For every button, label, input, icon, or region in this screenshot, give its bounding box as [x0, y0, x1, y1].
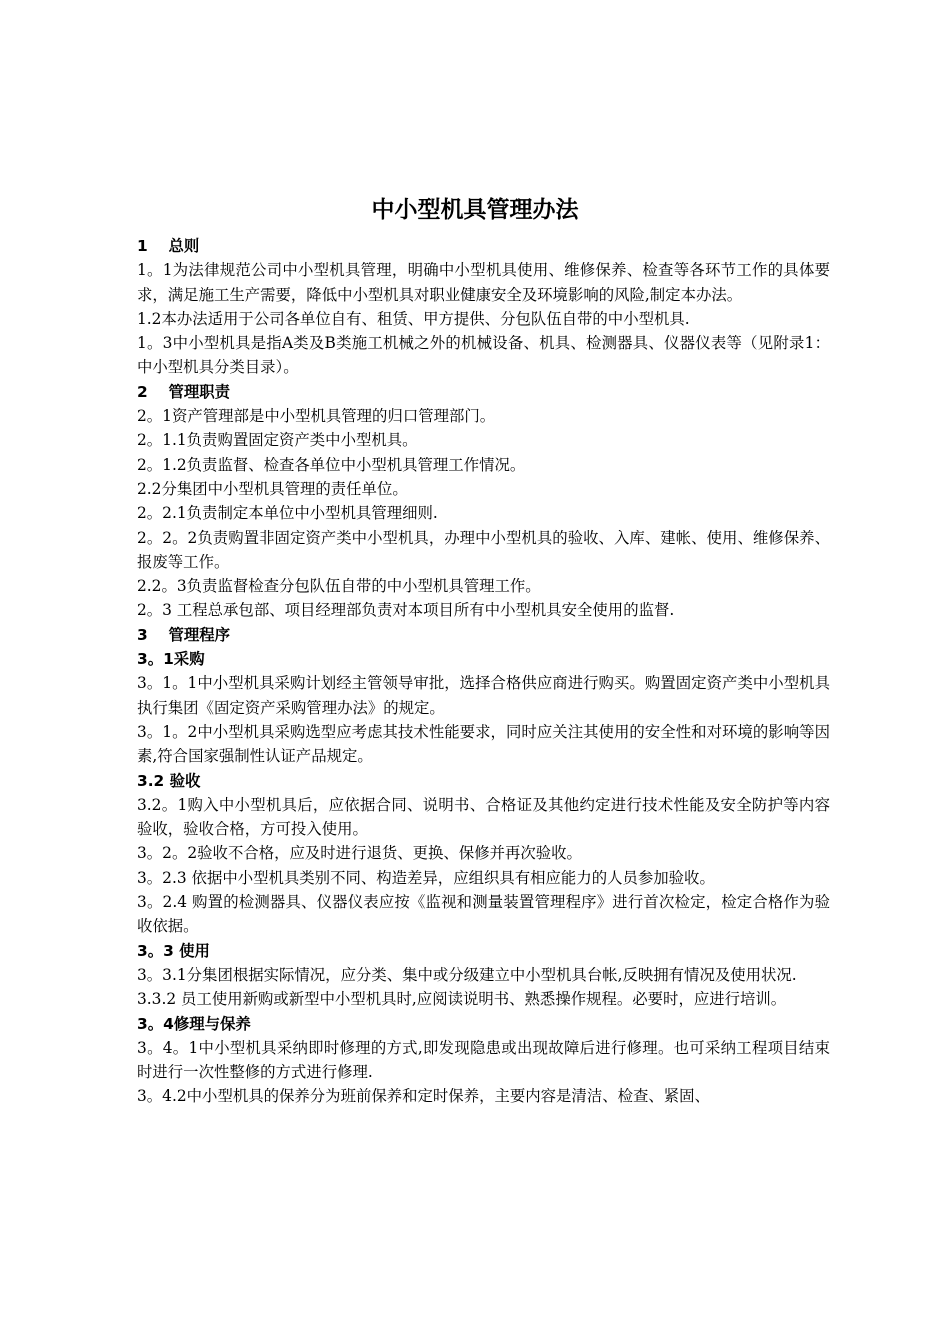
body-paragraph: 3。4.2中小型机具的保养分为班前保养和定时保养，主要内容是清洁、检查、紧固、: [137, 1087, 710, 1106]
document-title: 中小型机具管理办法: [371, 197, 579, 223]
section-heading: 1 总则: [137, 237, 200, 255]
body-paragraph: 3。2.4 购置的检测器具、仪器仪表应按《监视和测量装置管理程序》进行首次检定，检定合格作为验收依据。: [137, 893, 830, 936]
body-paragraph: 1。1为法律规范公司中小型机具管理，明确中小型机具使用、维修保养、检查等各环节工作的具体要求，满足施工生产需要，降低中小型机具对职业健康安全及环境影响的风险,制定本办法。: [137, 261, 830, 304]
body-paragraph: 3.2。1购入中小型机具后，应依据合同、说明书、合格证及其他约定进行技术性能及安全防护等内容验收，验收合格，方可投入使用。: [137, 795, 830, 839]
body-paragraph: 2。1.2负责监督、检查各单位中小型机具管理工作情况。: [137, 455, 526, 474]
body-paragraph: 3。4。1中小型机具采纳即时修理的方式,即发现隐患或出现故障后进行修理。也可采纳工程项目结束时进行一次性整修的方式进行修理.: [137, 1038, 830, 1082]
body-paragraph: 3。3.1分集团根据实际情况，应分类、集中或分级建立中小型机具台帐,反映拥有情况及使用状况.: [137, 965, 797, 984]
body-paragraph: 2。2.1负责制定本单位中小型机具管理细则.: [137, 504, 438, 523]
body-paragraph: 3。1。1中小型机具采购计划经主管领导审批，选择合格供应商进行购买。购置固定资产类中小型机具执行集团《固定资产采购管理办法》的规定。: [137, 674, 830, 717]
body-paragraph: 1.2本办法适用于公司各单位自有、租赁、甲方提供、分包队伍自带的中小型机具.: [137, 309, 690, 328]
body-paragraph: 3。2.3 依据中小型机具类别不同、构造差异，应组织具有相应能力的人员参加验收。: [137, 868, 715, 887]
section-heading: 3.2 验收: [137, 771, 201, 790]
body-paragraph: 3.3.2 员工使用新购或新型中小型机具时,应阅读说明书、熟悉操作规程。必要时，应进行培训。: [137, 990, 787, 1009]
body-paragraph: 2。3 工程总承包部、项目经理部负责对本项目所有中小型机具安全使用的监督.: [137, 601, 675, 620]
body-paragraph: 2.2分集团中小型机具管理的责任单位。: [137, 479, 408, 498]
section-heading: 3 管理程序: [137, 625, 231, 644]
section-heading: 2 管理职责: [137, 382, 231, 401]
body-paragraph: 2。1.1负责购置固定资产类中小型机具。: [137, 431, 418, 450]
body-paragraph: 2.2。3负责监督检查分包队伍自带的中小型机具管理工作。: [137, 577, 541, 596]
body-paragraph: 1。3中小型机具是指A类及B类施工机械之外的机械设备、机具、检测器具、仪器仪表等（见附录1：中小型机具分类目录）。: [137, 334, 830, 377]
body-paragraph: 3。2。2验收不合格，应及时进行退货、更换、保修并再次验收。: [137, 844, 582, 863]
body-paragraph: 3。1。2中小型机具采购选型应考虑其技术性能要求，同时应关注其使用的安全性和对环境的影响等因素,符合国家强制性认证产品规定。: [137, 722, 830, 766]
section-heading: 3。3 使用: [137, 941, 210, 960]
section-heading: 3。1采购: [137, 650, 205, 669]
body-paragraph: 2。1资产管理部是中小型机具管理的归口管理部门。: [137, 407, 496, 426]
document-body: [137, 234, 830, 1109]
section-heading: 3。4修理与保养: [137, 1014, 251, 1033]
body-paragraph: 2。2。2负责购置非固定资产类中小型机具，办理中小型机具的验收、入库、建帐、使用、维修保养、报废等工作。: [137, 528, 830, 571]
